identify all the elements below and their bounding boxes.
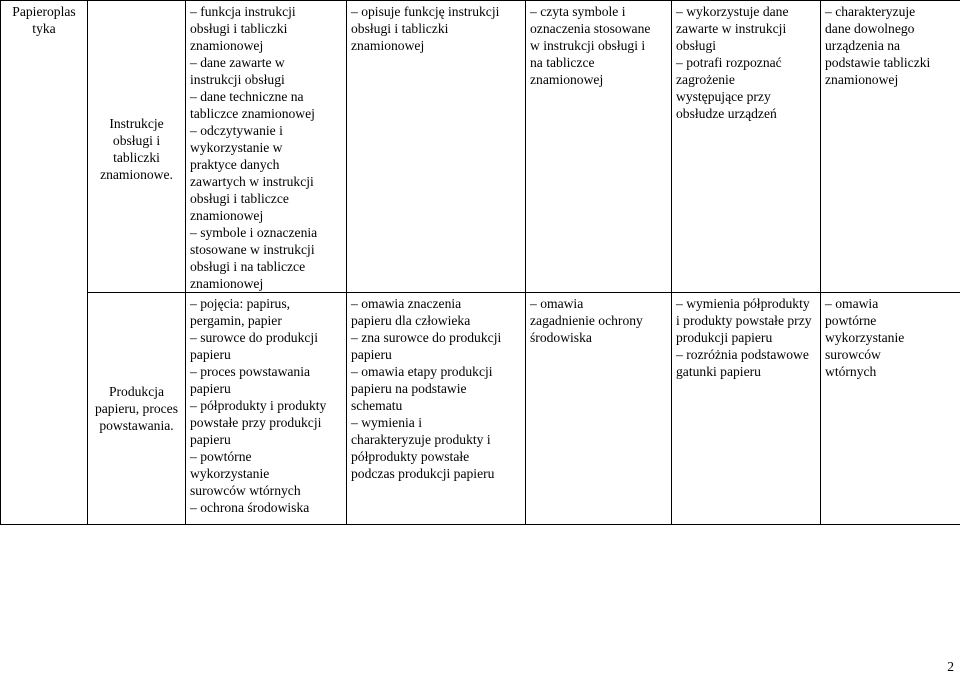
good-requirements-cell (672, 1, 821, 293)
section-cell (1, 1, 88, 525)
text-line: – omawia znaczenia (351, 296, 462, 311)
text-line: zagadnienie ochrony (530, 313, 643, 328)
text-line: – rozróżnia podstawowe (676, 347, 809, 362)
text-line: wtórnych (825, 364, 877, 379)
section-title (5, 3, 83, 37)
text-line: półprodukty powstałe (351, 449, 470, 464)
content-cell (186, 1, 347, 293)
extended-requirements-instructions (530, 3, 667, 88)
content-cell (186, 293, 347, 525)
text-line: – omawia (530, 296, 584, 311)
text-line: – omawia (825, 296, 879, 311)
text-line: na tabliczce (530, 55, 595, 70)
text-line: – wykorzystuje dane (676, 4, 789, 19)
text-line: zawartych w instrukcji (190, 174, 314, 189)
text-line: praktyce danych (190, 157, 280, 172)
text-line: papieru dla człowieka (351, 313, 471, 328)
text-line: – czyta symbole i (530, 4, 626, 19)
text-line: podczas produkcji papieru (351, 466, 495, 481)
extended-requirements-paper (530, 295, 667, 346)
text-line: – charakteryzuje (825, 4, 916, 19)
text-line: schematu (351, 398, 403, 413)
text-line: stosowane w instrukcji (190, 242, 315, 257)
good-requirements-cell (672, 293, 821, 525)
text-line: obsługi i tabliczki (190, 21, 288, 36)
text-line: – potrafi rozpoznać (676, 55, 782, 70)
text-line: tabliczki (113, 150, 160, 165)
text-line: znamionowej (190, 38, 264, 53)
basic-requirements-instructions (351, 3, 521, 54)
topic-cell (88, 293, 186, 525)
good-requirements-paper (676, 295, 816, 380)
text-line: – odczytywanie i (190, 123, 283, 138)
text-line: wykorzystanie w (190, 140, 283, 155)
text-line: obsługi i (112, 133, 161, 148)
text-line: surowców wtórnych (190, 483, 301, 498)
text-line: – półprodukty i produkty (190, 398, 327, 413)
text-line: znamionowej (190, 276, 264, 291)
page-number: 2 (947, 659, 954, 674)
text-line: – wymienia półprodukty (676, 296, 810, 311)
basic-requirements-cell (347, 293, 526, 525)
text-line: obsługi i tabliczce (190, 191, 289, 206)
excellent-requirements-instructions (825, 3, 956, 88)
text-line: i produkty powstałe przy (676, 313, 812, 328)
excellent-requirements-cell (821, 293, 960, 525)
text-line: podstawie tabliczki (825, 55, 931, 70)
text-line: – symbole i oznaczenia (190, 225, 318, 240)
text-line: środowiska (530, 330, 592, 345)
content-paper-production (190, 295, 342, 516)
text-line: – pojęcia: papirus, (190, 296, 291, 311)
text-line: zawarte w instrukcji (676, 21, 787, 36)
extended-requirements-cell (526, 293, 672, 525)
text-line: – funkcja instrukcji (190, 4, 296, 19)
text-line: wykorzystanie (190, 466, 270, 481)
text-line: tyka (32, 21, 56, 36)
text-line: znamionowej (351, 38, 425, 53)
text-line: papieru (190, 347, 231, 362)
text-line: znamionowej (190, 208, 264, 223)
text-line: produkcji papieru (676, 330, 773, 345)
excellent-requirements-cell (821, 1, 960, 293)
text-line: – surowce do produkcji (190, 330, 318, 345)
text-line: znamionowej (825, 72, 899, 87)
table-row (1, 293, 960, 525)
text-line: papieru (190, 381, 231, 396)
extended-requirements-cell (526, 1, 672, 293)
text-line: surowców (825, 347, 881, 362)
text-line: występujące przy (676, 89, 771, 104)
content-instructions (190, 3, 342, 292)
text-line: powstawania. (99, 418, 174, 433)
text-line: obsłudze urządzeń (676, 106, 777, 121)
text-line: znamionowe. (100, 167, 173, 182)
topic-paper-production (92, 383, 181, 434)
text-line: oznaczenia stosowane (530, 21, 651, 36)
text-line: – opisuje funkcję instrukcji (351, 4, 500, 19)
text-line: Instrukcje (109, 116, 164, 131)
text-line: urządzenia na (825, 38, 901, 53)
text-line: papieru (190, 432, 231, 447)
text-line: instrukcji obsługi (190, 72, 285, 87)
topic-instructions (92, 115, 181, 183)
text-line: – wymienia i (351, 415, 422, 430)
text-line: znamionowej (530, 72, 604, 87)
text-line: Produkcja (108, 384, 165, 399)
text-line: gatunki papieru (676, 364, 761, 379)
text-line: obsługi i tabliczki (351, 21, 449, 36)
text-line: w instrukcji obsługi i (530, 38, 646, 53)
text-line: – dane techniczne na (190, 89, 304, 104)
text-line: obsługi i na tabliczce (190, 259, 306, 274)
text-line: – omawia etapy produkcji (351, 364, 493, 379)
text-line: Papieroplas (12, 4, 76, 19)
text-line: papieru (351, 347, 392, 362)
basic-requirements-cell (347, 1, 526, 293)
text-line: papieru, proces (94, 401, 179, 416)
text-line: – zna surowce do produkcji (351, 330, 502, 345)
text-line: – ochrona środowiska (190, 500, 310, 515)
text-line: zagrożenie (676, 72, 735, 87)
table-row (1, 1, 960, 293)
text-line: – proces powstawania (190, 364, 311, 379)
text-line: pergamin, papier (190, 313, 282, 328)
text-line: tabliczce znamionowej (190, 106, 315, 121)
text-line: – powtórne (190, 449, 252, 464)
text-line: dane dowolnego (825, 21, 915, 36)
good-requirements-instructions (676, 3, 816, 122)
text-line: powtórne (825, 313, 877, 328)
excellent-requirements-paper (825, 295, 956, 380)
text-line: obsługi (676, 38, 717, 53)
topic-cell (88, 1, 186, 293)
text-line: powstałe przy produkcji (190, 415, 322, 430)
text-line: wykorzystanie (825, 330, 905, 345)
basic-requirements-paper (351, 295, 521, 482)
text-line: – dane zawarte w (190, 55, 285, 70)
text-line: charakteryzuje produkty i (351, 432, 491, 447)
text-line: papieru na podstawie (351, 381, 467, 396)
